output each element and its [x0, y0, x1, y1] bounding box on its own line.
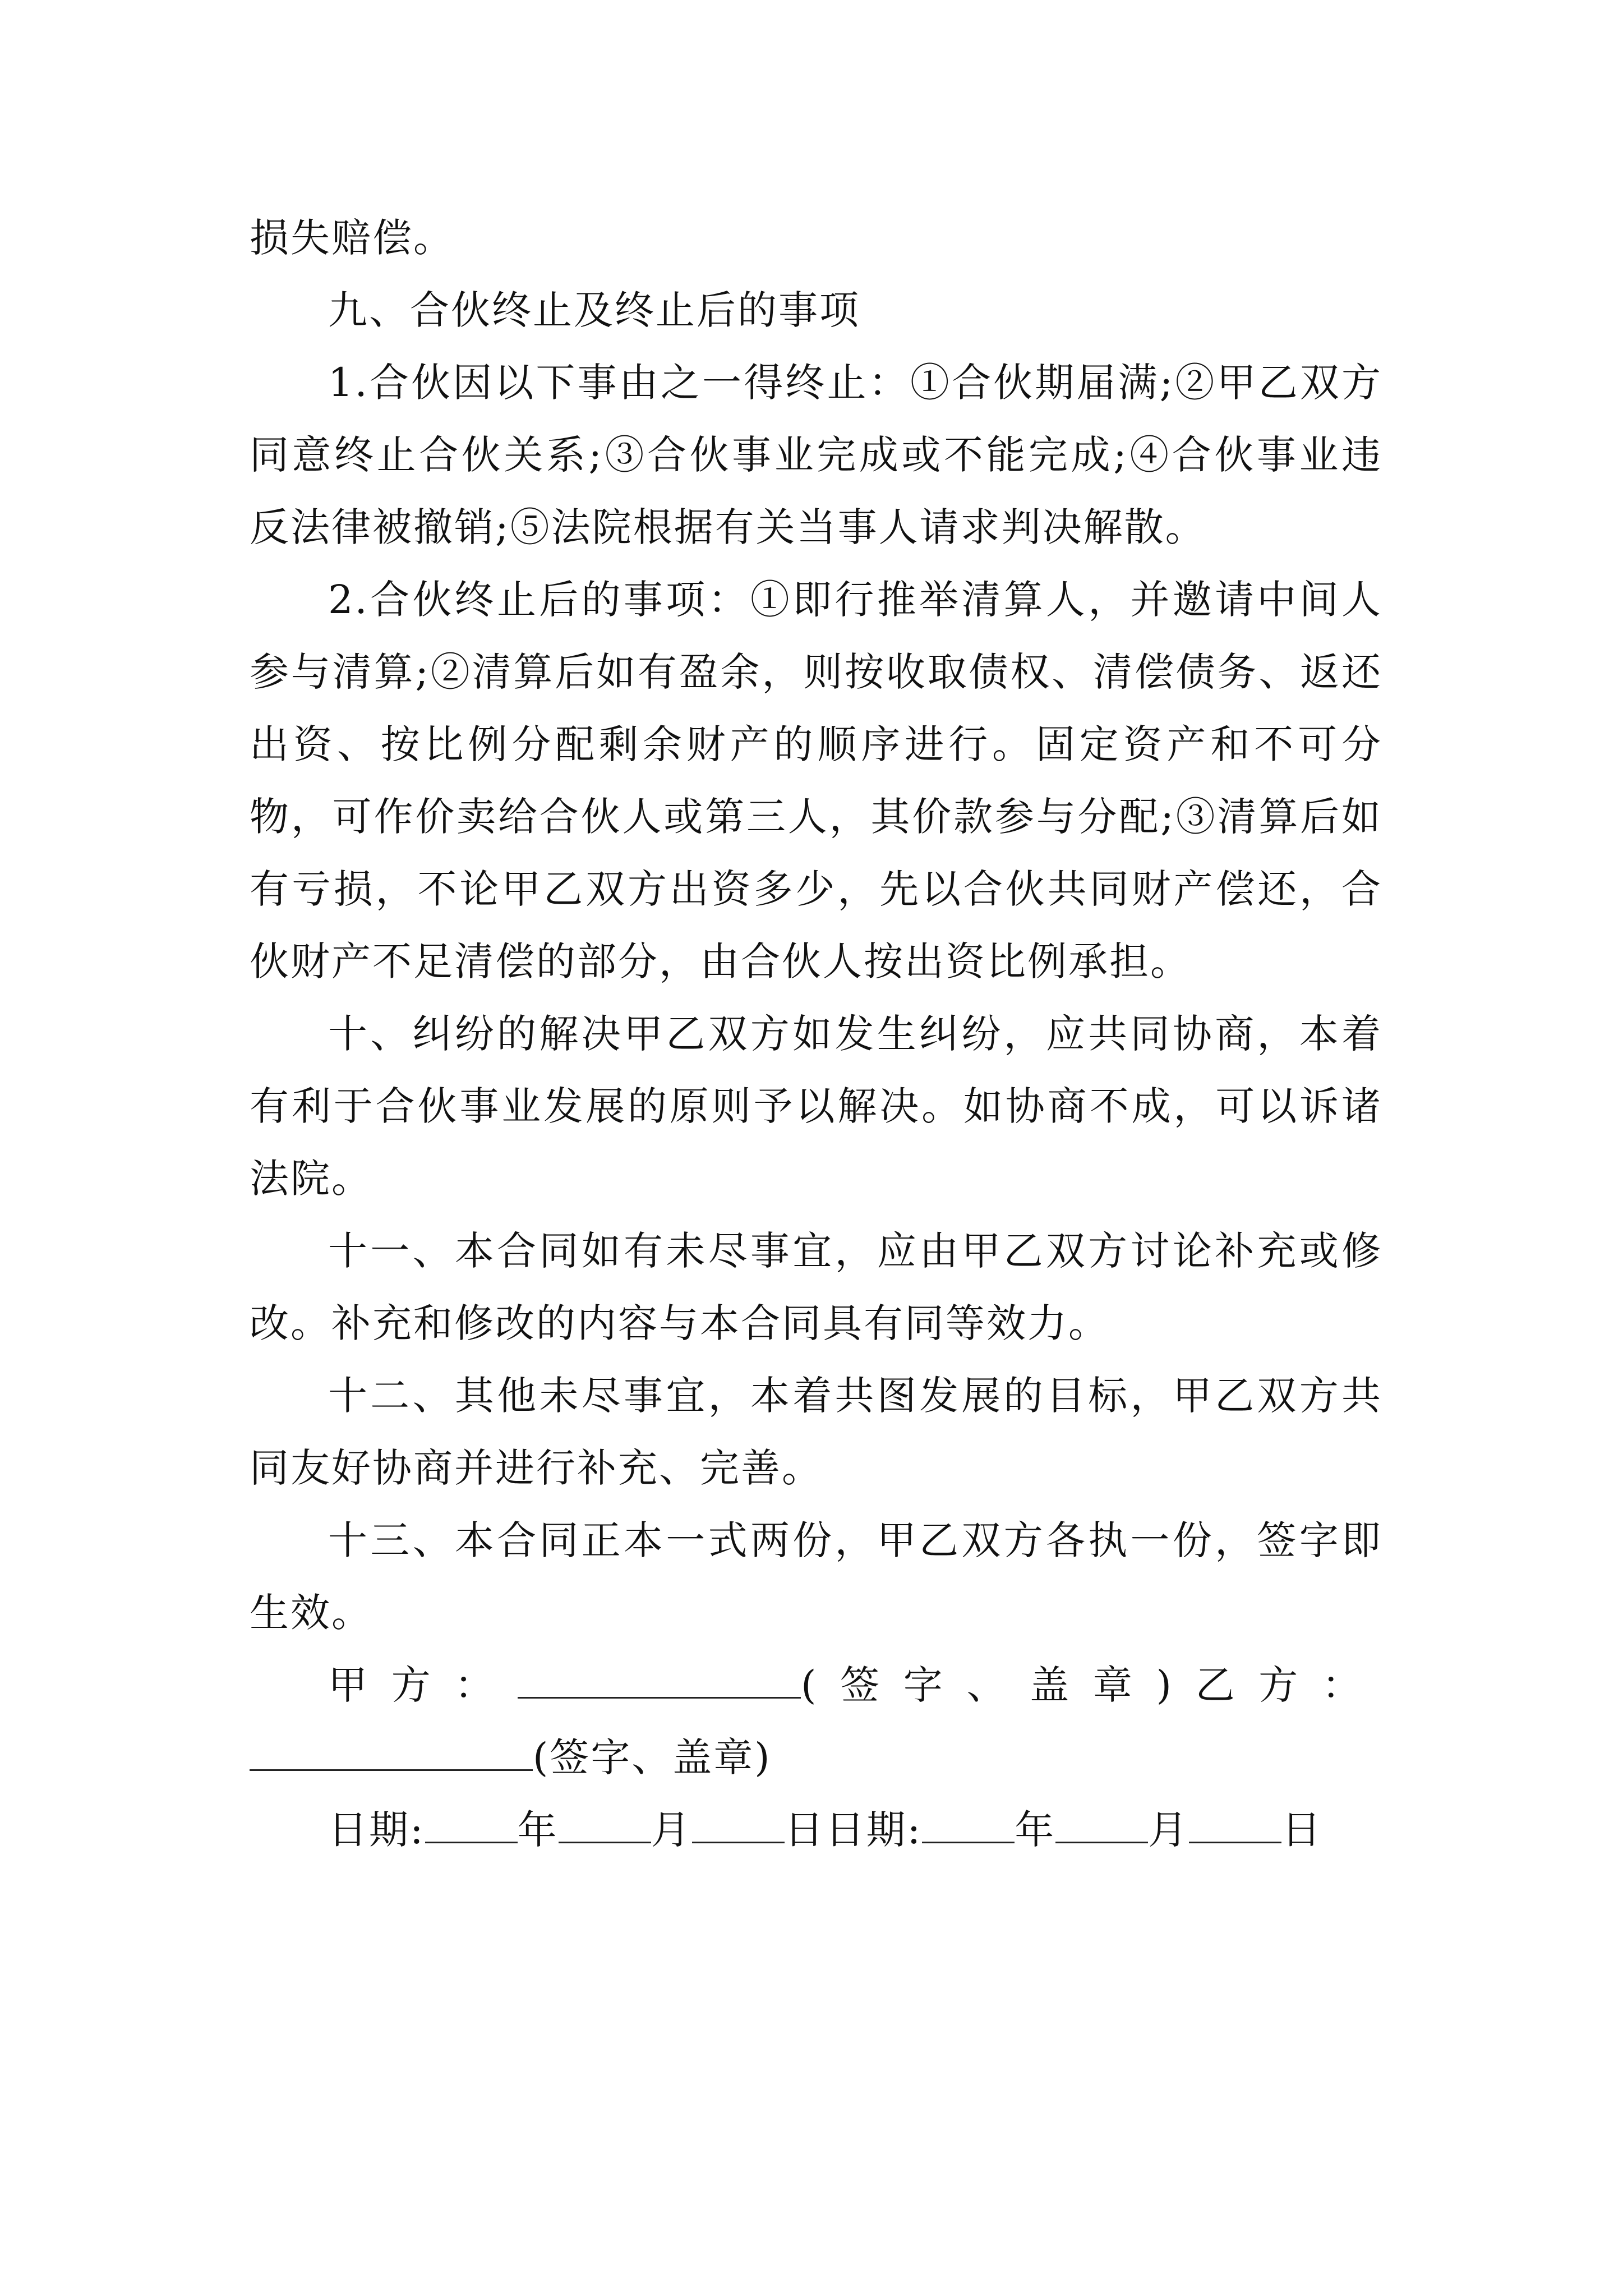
date-1-day: 日 [784, 1807, 826, 1853]
sign-note-1: (签字、盖章) [801, 1662, 1193, 1708]
date-label-1: 日期: [328, 1807, 425, 1853]
sign-note-2: (签字、盖章) [533, 1734, 772, 1780]
contract-body [250, 202, 1382, 1866]
date-label-2: 日期: [825, 1807, 923, 1853]
date-1-month: 月 [651, 1807, 692, 1853]
paragraph-termination-reasons: 1.合伙因以下事由之一得终止：①合伙期届满;②甲乙双方同意终止合伙关系;③合伙事业完成或不能完成;④合伙事业违反法律被撤销;⑤法院根据有关当事人请求判决解散。 [250, 360, 1382, 550]
date-1-year: 年 [517, 1807, 559, 1853]
party-a-label: 甲方： [328, 1662, 518, 1708]
date-1-year-blank [425, 1841, 518, 1843]
signature-block [250, 1649, 1382, 1794]
date-2-year-blank [922, 1841, 1015, 1843]
party-b-label: 乙方： [1192, 1662, 1382, 1708]
party-a-signature-line [518, 1696, 801, 1699]
date-1-day-blank [692, 1841, 785, 1843]
paragraph-dispute-resolution: 十、纠纷的解决甲乙双方如发生纠纷，应共同协商，本着有利于合伙事业发展的原则予以解决。如协商不成，可以诉诸法院。 [250, 1011, 1382, 1202]
date-2-day-blank [1189, 1841, 1281, 1843]
paragraph-supplement: 十一、本合同如有未尽事宜，应由甲乙双方讨论补充或修改。补充和修改的内容与本合同具有同等效力。 [250, 1228, 1382, 1346]
date-2-day: 日 [1281, 1807, 1323, 1853]
paragraph-loss-compensation: 损失赔偿。 [250, 215, 454, 261]
paragraph-copies: 十三、本合同正本一式两份，甲乙双方各执一份，签字即生效。 [250, 1517, 1382, 1636]
date-block [250, 1794, 1382, 1866]
section-heading-termination: 九、合伙终止及终止后的事项 [328, 287, 860, 333]
date-2-month: 月 [1148, 1807, 1189, 1853]
date-1-month-blank [559, 1841, 651, 1843]
date-2-month-blank [1055, 1841, 1148, 1843]
party-b-signature-line [250, 1769, 533, 1771]
date-2-year: 年 [1015, 1807, 1056, 1853]
paragraph-post-termination: 2.合伙终止后的事项：①即行推举清算人，并邀请中间人参与清算;②清算后如有盈余，则按收取债权、清偿债务、返还出资、按比例分配剩余财产的顺序进行。固定资产和不可分物，可作价卖给合伙人或第三人，其价款参与分配;③清算后如有亏损，不论甲乙双方出资多少，先以合伙共同财产偿还，合伙财产不足清偿的部分，由合伙人按出资比例承担。 [250, 577, 1382, 984]
paragraph-other-matters: 十二、其他未尽事宜，本着共图发展的目标，甲乙双方共同友好协商并进行补充、完善。 [250, 1373, 1382, 1491]
